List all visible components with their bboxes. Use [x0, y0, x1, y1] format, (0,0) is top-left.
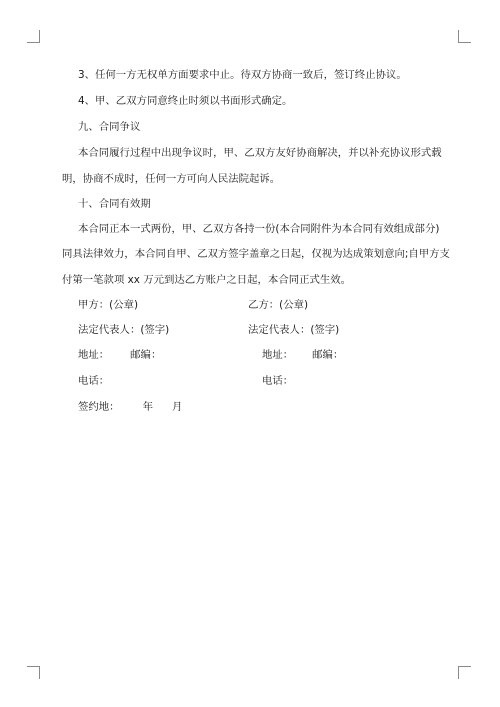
section-10-line-2: 同具法律效力，本合同自甲、乙双方签字盖章之日起，仅视为达成策划意向;自甲方支	[62, 248, 450, 260]
page-corner-mark	[458, 30, 471, 43]
page-corner-mark	[458, 666, 471, 679]
address-label: 地址：	[262, 349, 294, 361]
page-corner-mark	[27, 666, 40, 679]
party-b-representative: 法定代表人：(签字)	[248, 324, 340, 336]
year-label: 年	[142, 401, 153, 413]
party-a-address	[78, 348, 161, 362]
postcode-label: 邮编：	[130, 349, 162, 361]
party-b-seal: 乙方：(公章)	[248, 299, 309, 311]
clause-item-3: 3、任何一方无权单方面要求中止。待双方协商一致后，签订终止协议。	[78, 69, 407, 81]
party-a-seal: 甲方：(公章)	[78, 299, 139, 311]
party-b-phone: 电话：	[262, 375, 294, 387]
signing-place	[78, 400, 182, 414]
month-label: 月	[171, 401, 183, 413]
section-9-line-2: 明，协商不成时，任何一方可向人民法院起诉。	[62, 173, 281, 185]
address-label: 地址：	[78, 349, 110, 361]
party-b-address	[262, 348, 343, 362]
page-corner-mark	[27, 30, 40, 43]
section-9-line-1: 本合同履行过程中出现争议时，甲、乙双方友好协商解决，并以补充协议形式载	[78, 147, 442, 159]
signing-place-label: 签约地：	[78, 401, 120, 413]
clause-item-4: 4、甲、乙双方同意终止时须以书面形式确定。	[78, 95, 293, 107]
postcode-label: 邮编：	[312, 349, 344, 361]
section-10-line-1: 本合同正本一式两份，甲、乙双方各持一份(本合同附件为本合同有效组成部分)	[78, 223, 440, 235]
section-9-heading: 九、合同争议	[78, 121, 141, 133]
section-10-line-3: 付第一笔款项 xx 万元到达乙方账户之日起，本合同正式生效。	[62, 274, 352, 286]
section-10-heading: 十、合同有效期	[78, 198, 151, 210]
party-a-phone: 电话：	[78, 375, 110, 387]
party-a-representative: 法定代表人：(签字)	[78, 324, 170, 336]
